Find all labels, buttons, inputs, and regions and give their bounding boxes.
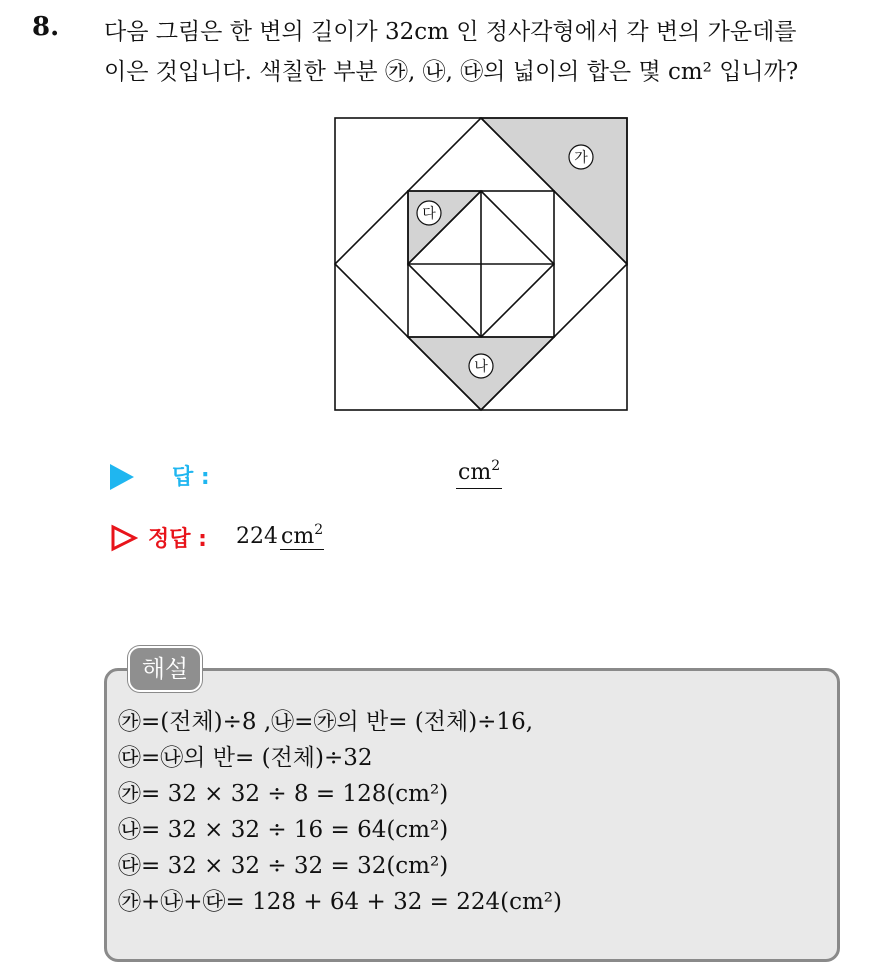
explanation-line: ㉮+㉯+㉰= 128 + 64 + 32 = 224(cm²) [118,889,562,915]
outline-triangle-icon [110,524,138,552]
correct-unit-wrap [280,524,324,550]
explanation-line: ㉮= 32 × 32 ÷ 8 = 128(cm²) [118,781,449,807]
play-triangle-icon [110,464,134,490]
correct-answer [236,522,324,552]
label-ga: 가 [574,150,588,166]
answer-unit: cm [458,460,492,485]
explanation-line: ㉰= 32 × 32 ÷ 32 = 32(cm²) [118,853,449,879]
label-na: 나 [474,359,488,375]
question-number: 8. [32,12,60,42]
correct-answer-row [110,520,610,560]
question-text-line1: 다음 그림은 한 변의 길이가 32cm 인 정사각형에서 각 변의 가운데를 [104,19,797,45]
correct-label: 정답 : [148,527,207,552]
explanation-content [118,704,838,920]
correct-unit: cm [281,524,315,549]
explanation-line: ㉰=㉯의 반= (전체)÷32 [118,745,373,771]
answer-blank[interactable] [456,458,502,489]
geometry-figure [333,116,629,414]
explanation-tab: 해설 [128,646,202,692]
question-text-line2: 이은 것입니다. 색칠한 부분 ㉮, ㉯, ㉰의 넓이의 합은 몇 cm² 입니까? [104,59,799,85]
answer-label: 답 : [172,465,210,490]
answer-row [110,458,610,498]
explanation-line: ㉯= 32 × 32 ÷ 16 = 64(cm²) [118,817,449,843]
explanation-line: ㉮=(전체)÷8 ,㉯=㉮의 반= (전체)÷16, [118,709,534,735]
correct-unit-sup: 2 [314,522,324,538]
answer-unit-sup: 2 [491,458,501,474]
label-da: 다 [422,206,436,222]
question-text [104,12,874,92]
correct-value: 224 [236,524,278,549]
